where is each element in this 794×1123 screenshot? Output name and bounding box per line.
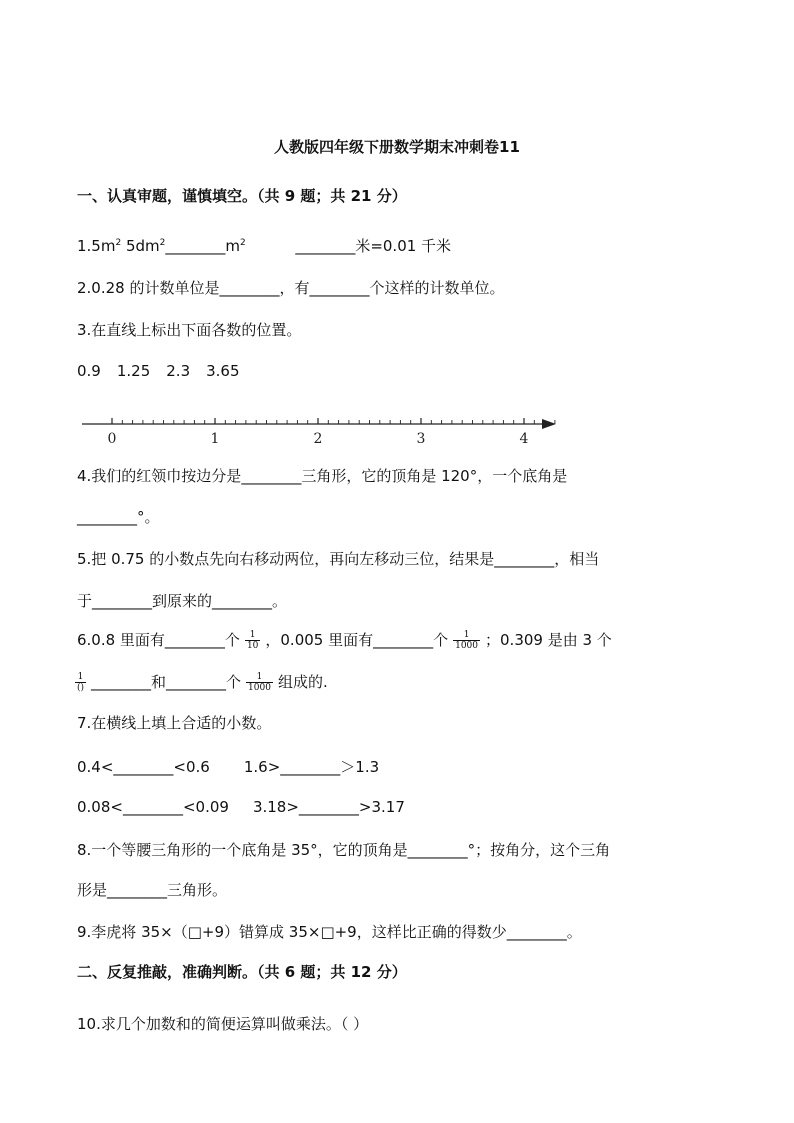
question-1	[77, 236, 451, 256]
number-line-label: 0	[107, 431, 117, 447]
q3-value: 1.25	[116, 362, 151, 380]
question-9: 9.李虎将 35×（□+9）错算成 35×□+9，这样比正确的得数少________。	[77, 923, 582, 941]
q7-item-a: 0.4<________<0.6	[77, 758, 210, 776]
question-5-line-2: 于________到原来的________。	[77, 592, 288, 610]
question-2: 2.0.28 的计数单位是________，有________个这样的计数单位。	[77, 279, 505, 297]
q1-part-a: $1.5m^2$ $5dm^2\_\_\_\_\_\_\_\_m^2$	[77, 237, 246, 255]
question-7-row-1	[77, 757, 379, 777]
number-line-label: 2	[313, 431, 323, 447]
number-line-arrow-icon	[542, 419, 556, 429]
question-4-line-1: 4.我们的红领巾按边分是________三角形，它的顶角是 120°，一个底角是	[77, 467, 568, 485]
question-7: 7.在横线上填上合适的小数。	[77, 714, 272, 732]
page-title: 人教版四年级下册数学期末冲刺卷11	[274, 138, 520, 156]
section-1-heading: 一、认真审题，谨慎填空。（共 9 题；共 21 分）	[77, 187, 407, 205]
fraction-1-blank: $\frac{1}{()}$	[77, 672, 85, 693]
question-10: 10.求几个加数和的简便运算叫做乘法。（ ）	[77, 1015, 369, 1033]
fraction-1-10: $\frac{1}{10}$	[246, 630, 259, 651]
number-line-label: 3	[416, 431, 426, 447]
number-line-label: 1	[210, 431, 220, 447]
fraction-1-1000: $\frac{1}{1000}$	[248, 672, 271, 693]
q7-item-b: 1.6>________＞1.3	[243, 758, 380, 776]
question-8-line-2: 形是________三角形。	[77, 881, 228, 899]
q3-value: 0.9	[77, 362, 101, 380]
question-4-line-2: ________°。	[77, 508, 160, 526]
question-7-row-2	[77, 797, 405, 817]
question-3-values	[77, 361, 240, 381]
q7-item-c: 0.08<________<0.09	[77, 798, 229, 816]
question-8-line-1: 8.一个等腰三角形的一个底角是 35°，它的顶角是________°；按角分，这个三角	[77, 841, 611, 859]
number-line	[82, 402, 562, 450]
number-line-label: 4	[519, 431, 529, 447]
question-6-line-2: $\frac{1}{()}$ ________和________个 $\frac{1}{1000}$ 组成的.	[77, 672, 328, 693]
question-6-line-1: 6.0.8 里面有________个 $\frac{1}{10}$ ，0.005 里面有________个 $\frac{1}{1000}$ ；0.309 是由 3 个	[77, 630, 612, 651]
number-line-ticks	[112, 418, 562, 424]
q7-item-d: 3.18>________>3.17	[252, 798, 405, 816]
q3-value: 2.3	[166, 362, 191, 380]
fraction-1-1000: $\frac{1}{1000}$	[455, 630, 479, 651]
number-line-labels	[108, 431, 529, 447]
question-3: 3.在直线上标出下面各数的位置。	[77, 321, 302, 339]
q3-value: 3.65	[206, 362, 240, 380]
q1-part-b: ________米=0.01 千米	[295, 237, 452, 255]
section-2-heading: 二、反复推敲，准确判断。（共 6 题；共 12 分）	[77, 963, 407, 981]
question-5-line-1: 5.把 0.75 的小数点先向右移动两位，再向左移动三位，结果是________，相当	[77, 550, 600, 568]
